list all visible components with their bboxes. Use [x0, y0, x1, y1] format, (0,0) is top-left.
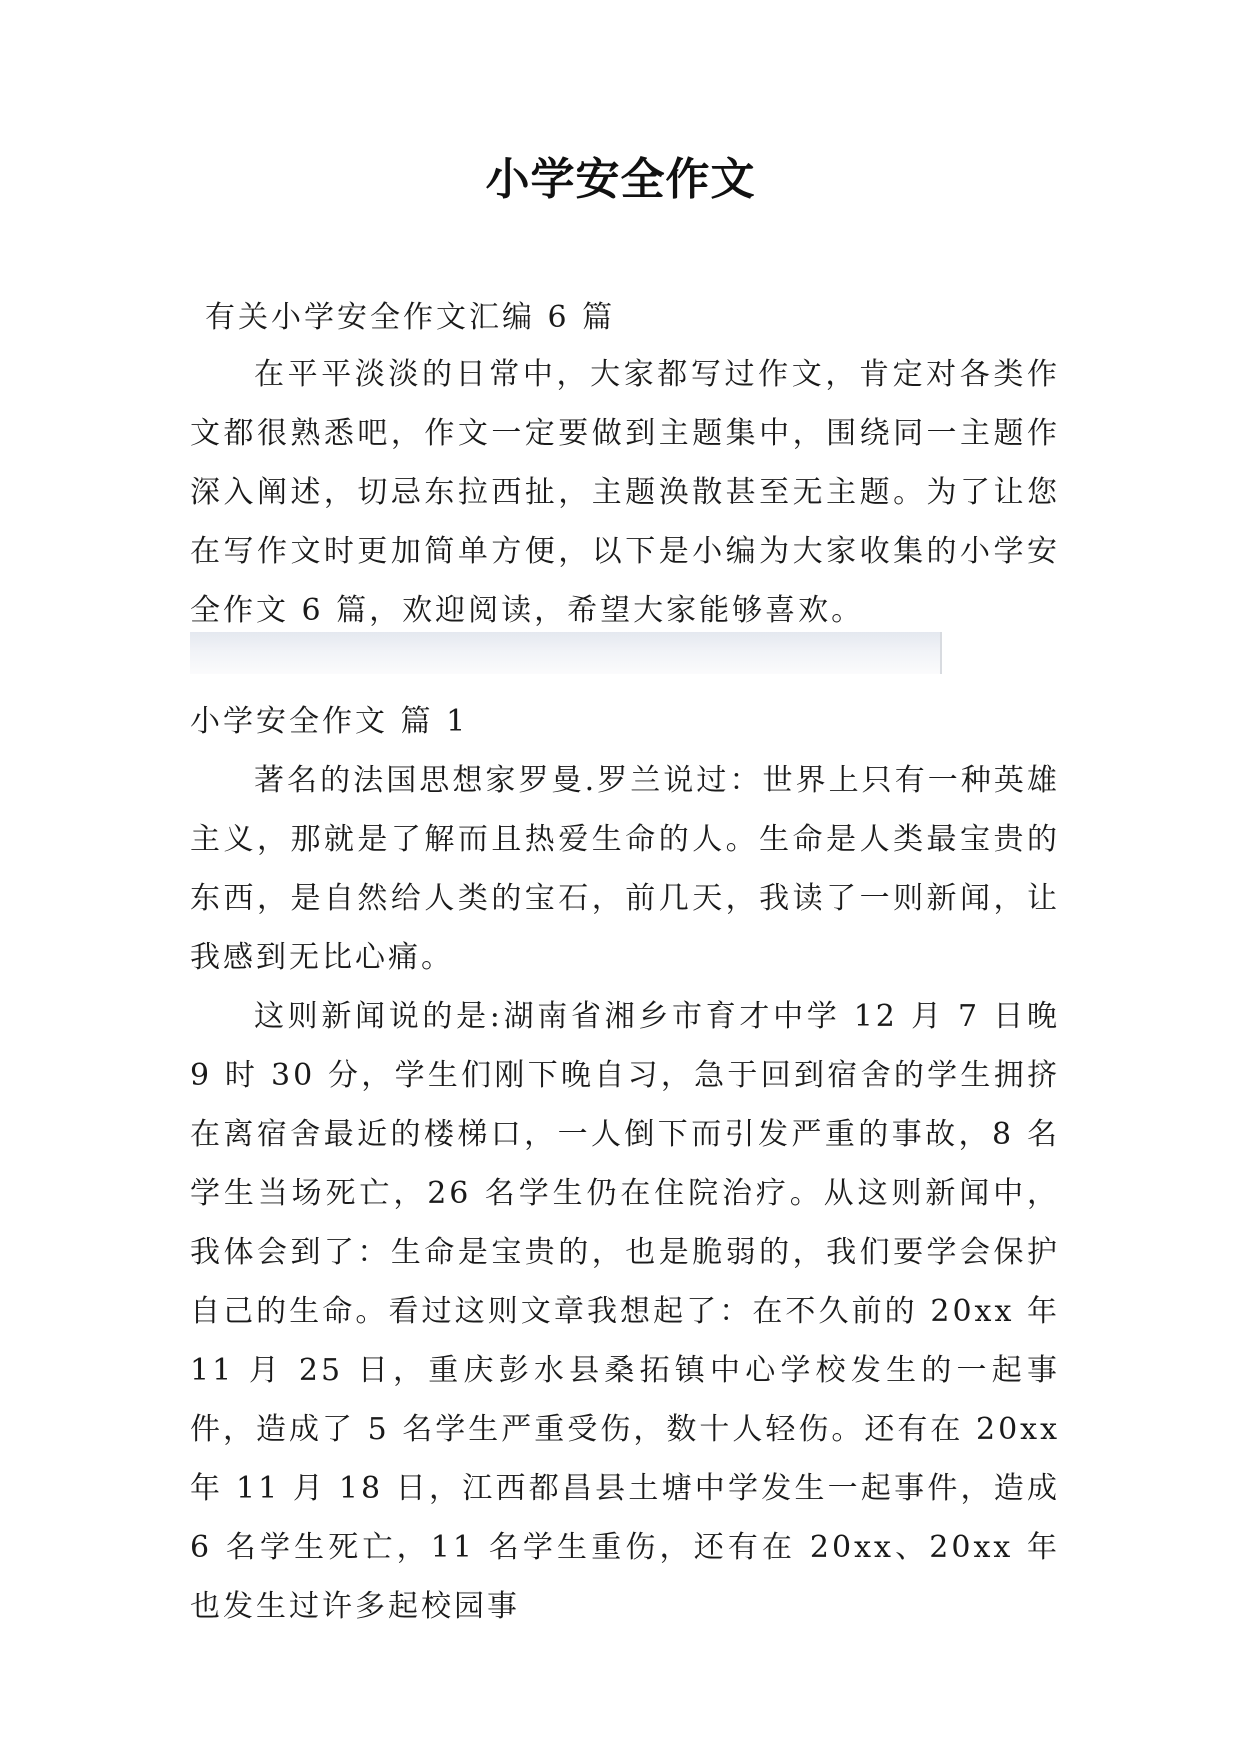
intro-paragraph: 在平平淡淡的日常中，大家都写过作文，肯定对各类作文都很熟悉吧，作文一定要做到主题集中，围绕同一主题作深入阐述，切忌东拉西扯，主题涣散甚至无主题。为了让您在写作文时更加简单方便，以下是小编为大家收集的小学安全作文 6 篇，欢迎阅读，希望大家能够喜欢。	[190, 357, 1060, 628]
section-heading: 小学安全作文 篇 1	[190, 704, 469, 739]
intro-section	[190, 345, 1060, 640]
section-paragraph: 这则新闻说的是:湖南省湘乡市育才中学 12 月 7 日晚 9 时 30 分，学生们刚下晚自习，急于回到宿舍的学生拥挤在离宿舍最近的楼梯口，一人倒下而引发严重的事故，8 名学生当场死亡，26 名学生仍在住院治疗。从这则新闻中，我体会到了：生命是宝贵的，也是脆弱的，我们要学会保护自己的生命。看过这则文章我想起了：在不久前的 20xx 年 11 月 25 日，重庆彭水县桑拓镇中心学校发生的一起事件，造成了 5 名学生严重受伤，数十人轻伤。还有在 20xx 年 11 月 18 日，江西都昌县土塘中学发生一起事件，造成 6 名学生死亡，11 名学生重伤，还有在 20xx、20xx 年也发生过许多起校园事	[190, 999, 1060, 1624]
document-title: 小学安全作文	[485, 154, 756, 205]
divider-image	[190, 632, 942, 674]
essay-section-1	[190, 692, 1060, 1636]
document-subtitle: 有关小学安全作文汇编 6 篇	[205, 300, 616, 335]
section-paragraph: 著名的法国思想家罗曼.罗兰说过：世界上只有一种英雄主义，那就是了解而且热爱生命的人。生命是人类最宝贵的东西，是自然给人类的宝石，前几天，我读了一则新闻，让我感到无比心痛。	[190, 763, 1060, 975]
